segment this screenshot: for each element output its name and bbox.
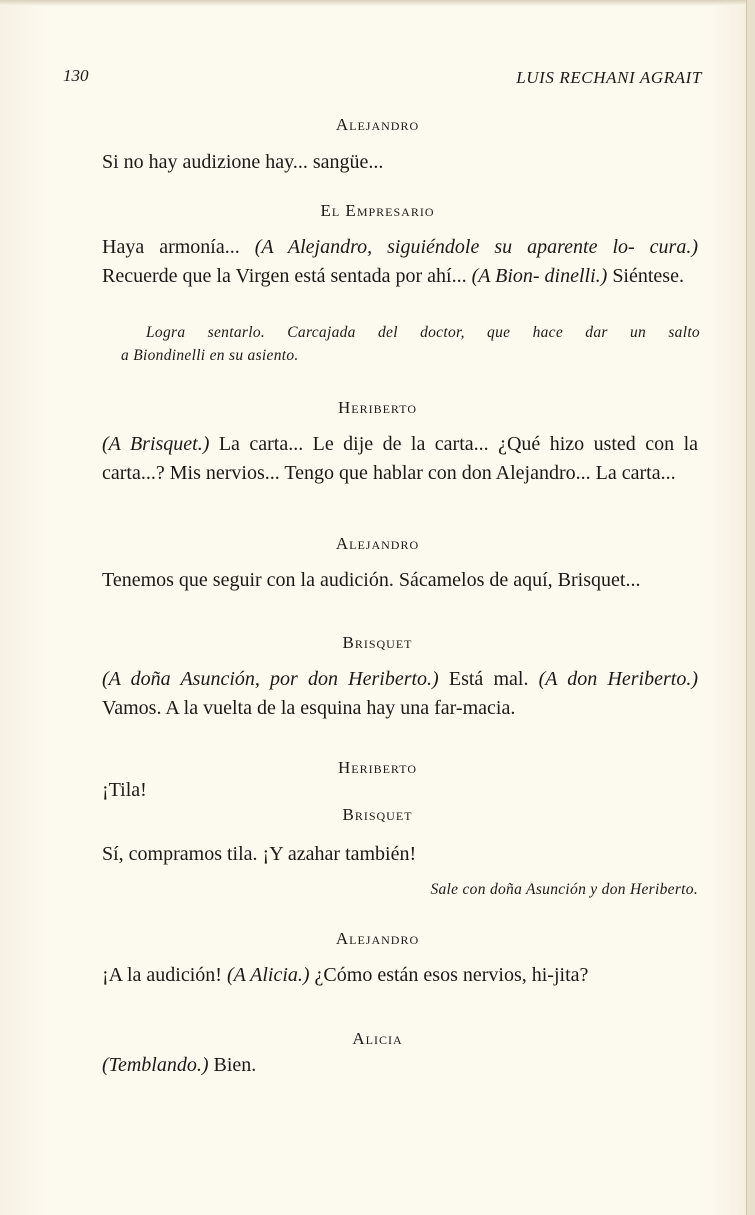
dialogue-line: (A doña Asunción, por don Heriberto.) Está mal. (A don Heriberto.) Vamos. A la vuelta de la esquina hay una far-macia. [102, 668, 698, 719]
stage-direction: Logra sentarlo. Carcajada del doctor, que hace dar un salto [146, 324, 700, 341]
speaker-name: Brisquet [342, 633, 413, 652]
running-title: LUIS RECHANI AGRAIT [516, 68, 702, 87]
speaker-name: Heriberto [337, 398, 417, 417]
stage-direction: a Biondinelli en su asiento. [121, 347, 299, 364]
stage-direction-inline: (A Alicia.) [226, 964, 310, 986]
speaker-name: Brisquet [342, 805, 413, 824]
dialogue-line: ¡Tila! [102, 779, 147, 801]
speaker-name: Alejandro [335, 929, 420, 948]
stage-direction-inline: (A don Heriberto.) [538, 668, 698, 690]
dialogue-line: Tenemos que seguir con la audición. Sácamelos de aquí, Brisquet... [102, 569, 641, 591]
stage-direction-inline: (A Alejandro, siguiéndole su aparente lo- [254, 236, 635, 258]
page-header [0, 66, 755, 90]
dialogue-line: Sí, compramos tila. ¡Y azahar también! [102, 843, 417, 865]
page-top-edge [0, 0, 755, 6]
speaker-name: El Empresario [320, 201, 435, 220]
stage-direction-inline: cura.) [649, 236, 698, 258]
speaker-name: Alejandro [335, 115, 420, 134]
stage-direction-inline: dinelli.) [544, 264, 608, 287]
speaker-name: Alicia [352, 1029, 403, 1048]
dialogue-line: Si no hay audizione hay... sangüe... [102, 151, 384, 173]
dialogue-line: ¡A la audición! (A Alicia.) ¿Cómo están esos nervios, hi-jita? [102, 964, 589, 986]
dialogue-line: Haya armonía... (A Alejandro, siguiéndole su aparente lo- cura.) Recuerde que la Virgen está sentada por ahí... (A Bion- dinelli.) Siéntese. [102, 236, 698, 287]
stage-direction-inline: (A Bion- [471, 264, 540, 287]
stage-direction-inline: (A doña Asunción, por don Heriberto.) [102, 668, 439, 690]
stage-direction: Sale con doña Asunción y don Heriberto. [430, 881, 698, 898]
dialogue-line: (A Brisquet.) La carta... Le dije de la carta... ¿Qué hizo usted con la carta...? Mis nervios... Tengo que hablar con don Alejandro... La carta... [102, 433, 698, 484]
stage-direction-inline: (Temblando.) [102, 1054, 209, 1076]
speaker-name: Alejandro [335, 534, 420, 553]
stage-direction-inline: (A Brisquet.) [102, 433, 210, 455]
speaker-name: Heriberto [337, 758, 417, 777]
page-number: 130 [63, 66, 89, 85]
dialogue-line: (Temblando.) Bien. [102, 1054, 257, 1076]
